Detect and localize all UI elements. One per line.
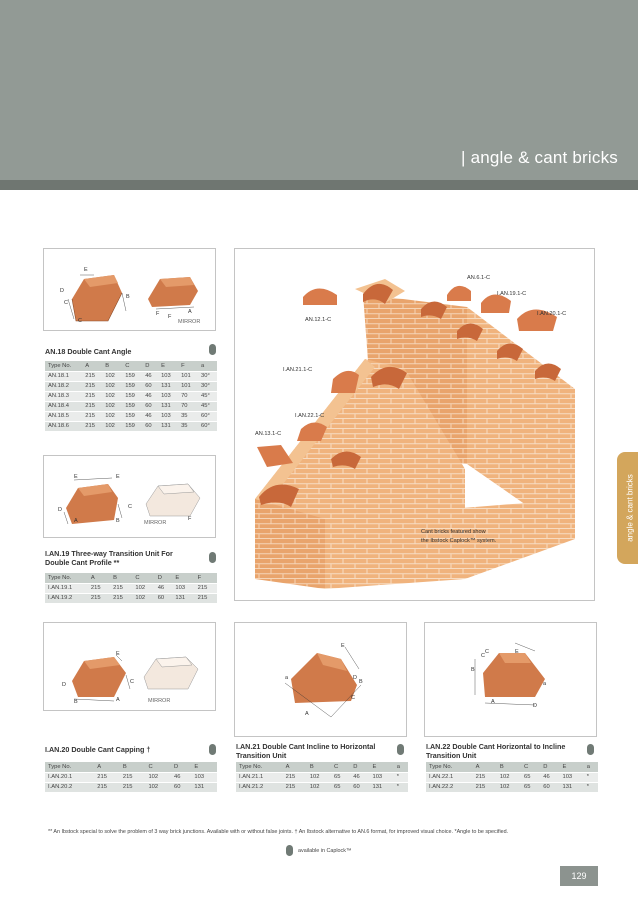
an18-header-cell: Type No. [45,361,82,371]
ian19-cell: 215 [195,583,217,593]
an18-cell: 46 [142,371,158,381]
ian19-cell: 103 [172,583,194,593]
brick-an6 [447,286,471,301]
ian22-cell: 65 [521,772,540,782]
ian20-mirror-label: MIRROR [148,698,171,704]
an18-dim-a: A [188,309,192,315]
an18-cell: 60° [198,411,217,421]
ian20-dim-e: E [116,651,120,657]
an18-cell: 30° [198,371,217,381]
section-side-tab[interactable] [617,452,638,564]
ian20-cell: 215 [94,772,120,782]
ian20-header-cell: E [191,762,217,772]
ian19-dim-e2: E [116,474,120,480]
ian22-cell: I.AN.22.1 [426,772,473,782]
ian19-cell: 215 [195,593,217,603]
an18-cell: 131 [158,421,178,431]
ian20-header-cell: A [94,762,120,772]
ian20-caplock-badge [209,744,216,755]
ian21-cell: I.AN.21.1 [236,772,283,782]
ian22-cell: I.AN.22.2 [426,782,473,792]
ian21-title [236,743,375,760]
an18-cell: 159 [122,411,142,421]
label-ian20: I.AN.20.1-C [537,311,567,317]
ian21-cell: 65 [331,782,350,792]
ian19-dim-c: C [128,504,132,510]
an18-cell: 103 [158,391,178,401]
label-an13: AN.13.1-C [255,431,282,437]
ian19-drawing-panel [43,455,216,538]
ian22-title-line1: I.AN.22 Double Cant Horizontal to Incline [426,742,566,751]
ian19-cell: 60 [155,593,173,603]
caption-line2: the Ibstock Caplock™ system. [421,538,497,544]
an18-cell: 215 [82,401,102,411]
ian22-header-cell: Type No. [426,762,473,772]
ian22-dim-c: C [481,653,485,659]
ian20-dim-d: D [62,682,66,688]
table-row [426,772,598,782]
ian19-header-cell: B [110,573,132,583]
an18-cell: 70 [178,401,198,411]
ian19-header-cell: A [88,573,110,583]
ian21-spec-table [236,762,408,792]
ian19-header-cell: E [172,573,194,583]
ian19-title-line2: Double Cant Profile ** [45,557,120,567]
ian19-drawing [44,456,217,539]
ian20-cell: 215 [94,782,120,792]
ian19-dim-e: E [74,474,78,480]
an18-header-cell: F [178,361,198,371]
ian21-drawing [235,623,408,738]
ian21-cell: 103 [369,772,393,782]
ian22-dim-e: E [515,649,519,655]
ian20-dim-c: C [130,679,134,685]
ian21-header-cell: C [331,762,350,772]
ian20-drawing-panel [43,622,216,711]
ian22-cell: 215 [473,782,497,792]
wall-illustration [235,249,596,602]
an18-header-cell: A [82,361,102,371]
an18-cell: 159 [122,401,142,411]
ian21-dim-e: E [341,643,345,649]
ian21-title-line2: Transition Unit [236,750,287,760]
header-strip [0,180,638,190]
table-row [236,782,408,792]
wall-illustration-panel [234,248,595,601]
ian21-cell: 215 [283,782,307,792]
ian19-cell: 102 [132,593,154,603]
ian20-cell: 103 [191,772,217,782]
ian19-title [45,550,173,567]
an18-spec-table [45,361,217,431]
ian21-cell: 65 [331,772,350,782]
ian19-cell: 215 [88,593,110,603]
ian19-dim-d: D [58,507,62,513]
an18-cell: AN.18.5 [45,411,82,421]
an18-cell: 131 [158,401,178,411]
an18-header-cell: D [142,361,158,371]
ian22-cell: * [584,772,598,782]
ian19-caplock-badge [209,552,216,563]
table-row [45,381,217,391]
an18-cell: AN.18.1 [45,371,82,381]
ian20-dim-b: B [74,699,78,705]
an18-cell: 45° [198,401,217,411]
caplock-legend-badge [286,845,293,856]
table-row [426,782,598,792]
page-number: 129 [560,866,598,886]
an18-cell: 60° [198,421,217,431]
an18-cell: 215 [82,381,102,391]
ian20-header-cell: D [171,762,191,772]
an18-cell: 60 [142,421,158,431]
an18-cell: AN.18.2 [45,381,82,391]
ian19-cell: I.AN.19.1 [45,583,88,593]
ian19-header-cell: F [195,573,217,583]
ian21-cell: I.AN.21.2 [236,782,283,792]
an18-mirror-label: MIRROR [178,319,201,325]
ian20-header-cell: C [145,762,171,772]
an18-dim-b: B [126,294,130,300]
caption-line1: Cant bricks featured show [421,529,486,535]
ian21-header-cell: A [283,762,307,772]
ian20-header-cell: B [120,762,146,772]
an18-cell: 159 [122,421,142,431]
table-row [45,391,217,401]
an18-cell: 101 [178,381,198,391]
ian19-cell: 215 [110,583,132,593]
an18-dim-c2: C [78,318,82,324]
label-an6: AN.6.1-C [467,275,491,281]
ian21-title-line1: I.AN.21 Double Cant Incline to Horizontal [236,742,376,751]
an18-cell: AN.18.4 [45,401,82,411]
an18-cell: 102 [102,401,122,411]
table-row [45,371,217,381]
ian19-cell: 102 [132,583,154,593]
ian22-header-cell: E [559,762,583,772]
ian22-drawing [425,623,598,738]
ian20-cell: I.AN.20.1 [45,772,94,782]
ian22-cell: 46 [540,772,559,782]
an18-cell: 102 [102,421,122,431]
side-tab-label: angle & cant bricks [625,474,635,542]
table-row [45,772,217,782]
ian20-cell: 60 [171,782,191,792]
an18-cell: 159 [122,371,142,381]
brick-ian21 [331,371,359,393]
an18-cell: 45° [198,391,217,401]
an18-cell: 60 [142,401,158,411]
an18-cell: 103 [158,411,178,421]
an18-cell: AN.18.3 [45,391,82,401]
an18-cell: 30° [198,381,217,391]
ian19-header-cell: C [132,573,154,583]
an18-cell: 35 [178,411,198,421]
ian22-cell: 131 [559,782,583,792]
brick-an13 [257,445,293,467]
ian21-dim-b: B [359,679,363,685]
ian19-header-cell: D [155,573,173,583]
table-row [45,421,217,431]
ian22-cell: 60 [540,782,559,792]
ian22-header-cell: C [521,762,540,772]
an18-cell: 215 [82,421,102,431]
ian20-cell: 46 [171,772,191,782]
an18-header-cell: a [198,361,217,371]
label-ian19: I.AN.19.1-C [497,291,527,297]
ian19-mirror-label: MIRROR [144,520,167,526]
an18-cell: 215 [82,391,102,401]
ian21-cell: 102 [307,772,331,782]
ian19-cell: 215 [88,583,110,593]
an18-cell: 102 [102,391,122,401]
label-ian22: I.AN.22.1-C [295,413,325,419]
an18-cell: 101 [178,371,198,381]
ian21-cell: 102 [307,782,331,792]
an18-cell: 35 [178,421,198,431]
ian20-cell: I.AN.20.2 [45,782,94,792]
an18-drawing-panel [43,248,216,331]
ian21-cell: 131 [369,782,393,792]
an18-cell: 102 [102,411,122,421]
ian22-cell: * [584,782,598,792]
label-an12: AN.12.1-C [305,317,332,323]
ian22-spec-table [426,762,598,792]
an18-caplock-badge [209,344,216,355]
ian21-dim-c: C [351,695,355,701]
an18-cell: 159 [122,381,142,391]
brick-an12 [303,288,337,305]
ian19-dim-b: B [116,518,120,524]
an18-cell: 102 [102,371,122,381]
footnotes: ** An Ibstock special to solve the problem of 3 way brick junctions. Available with or without false joints. † An Ibstock alternative to AN.6 format, for improved visual choice. *Angle to be specified. [48,829,509,835]
table-row [45,401,217,411]
an18-dim-f: F [156,311,160,317]
an18-cell: 102 [102,381,122,391]
ian22-header-cell: D [540,762,559,772]
ian22-caplock-badge [587,744,594,755]
table-row [45,782,217,792]
ian22-drawing-panel [424,622,597,737]
ian21-drawing-panel [234,622,407,737]
ian21-header-cell: D [350,762,369,772]
ian21-cell: 215 [283,772,307,782]
ian21-cell: * [394,772,408,782]
ian19-cell: 215 [110,593,132,603]
an18-dim-d: D [60,288,64,294]
ian21-header-cell: B [307,762,331,772]
ian19-cell: 46 [155,583,173,593]
ian21-caplock-badge [397,744,404,755]
table-row [45,593,217,603]
an18-title: AN.18 Double Cant Angle [45,347,132,356]
ian20-cell: 215 [120,772,146,782]
ian19-cell: 131 [172,593,194,603]
ian21-dim-a: A [305,711,309,717]
ian21-cell: 60 [350,782,369,792]
ian22-dim-angle: a [543,681,547,687]
ian19-cell: I.AN.19.2 [45,593,88,603]
ian22-title-line2: Transition Unit [426,750,477,760]
ian21-header-cell: Type No. [236,762,283,772]
ian21-header-cell: E [369,762,393,772]
ian20-title: I.AN.20 Double Cant Capping † [45,745,151,754]
table-row [45,583,217,593]
ian19-header-cell: Type No. [45,573,88,583]
ian19-spec-table [45,573,217,603]
ian22-cell: 103 [559,772,583,782]
ian20-spec-table [45,762,217,792]
ian21-cell: * [394,782,408,792]
an18-cell: 46 [142,411,158,421]
ian22-header-cell: B [497,762,521,772]
brick-ian19 [481,294,511,313]
ian22-dim-a: A [491,699,495,705]
label-ian21: I.AN.21.1-C [283,367,313,373]
table-row [236,772,408,782]
an18-header-cell: C [122,361,142,371]
ian21-dim-d: D [353,675,357,681]
ian20-cell: 102 [145,782,171,792]
an18-cell: 46 [142,391,158,401]
ian22-cell: 102 [497,782,521,792]
ian20-cell: 131 [191,782,217,792]
ian19-dim-a: A [74,518,78,524]
an18-dim-e: E [84,267,88,273]
ian19-title-line1: I.AN.19 Three-way Transition Unit For [45,549,173,558]
ian21-dim-angle: a [285,675,289,681]
ian22-dim-d: D [533,703,537,709]
ian20-drawing [44,623,217,712]
ian21-cell: 46 [350,772,369,782]
an18-cell: 159 [122,391,142,401]
ian22-cell: 65 [521,782,540,792]
ian21-header-cell: a [394,762,408,772]
an18-cell: 60 [142,381,158,391]
an18-header-cell: B [102,361,122,371]
an18-dim-c: C [64,300,68,306]
ian20-header-cell: Type No. [45,762,94,772]
ian22-header-cell: A [473,762,497,772]
page-title: | angle & cant bricks [461,148,618,167]
caplock-legend-text: available in Caplock™ [298,848,352,854]
an18-cell: AN.18.6 [45,421,82,431]
an18-dim-f2: F [168,314,172,320]
an18-cell: 70 [178,391,198,401]
an18-cell: 131 [158,381,178,391]
an18-cell: 215 [82,371,102,381]
ian22-dim-c2: C [485,649,489,655]
table-row [45,411,217,421]
ian22-title [426,743,565,760]
ian20-cell: 215 [120,782,146,792]
an18-cell: 215 [82,411,102,421]
ian22-header-cell: a [584,762,598,772]
an18-header-cell: E [158,361,178,371]
ian22-cell: 102 [497,772,521,782]
ian22-cell: 215 [473,772,497,782]
an18-cell: 103 [158,371,178,381]
ian19-dim-f: F [188,516,192,522]
ian22-dim-b: B [471,667,475,673]
ian20-dim-a: A [116,697,120,703]
ian20-cell: 102 [145,772,171,782]
